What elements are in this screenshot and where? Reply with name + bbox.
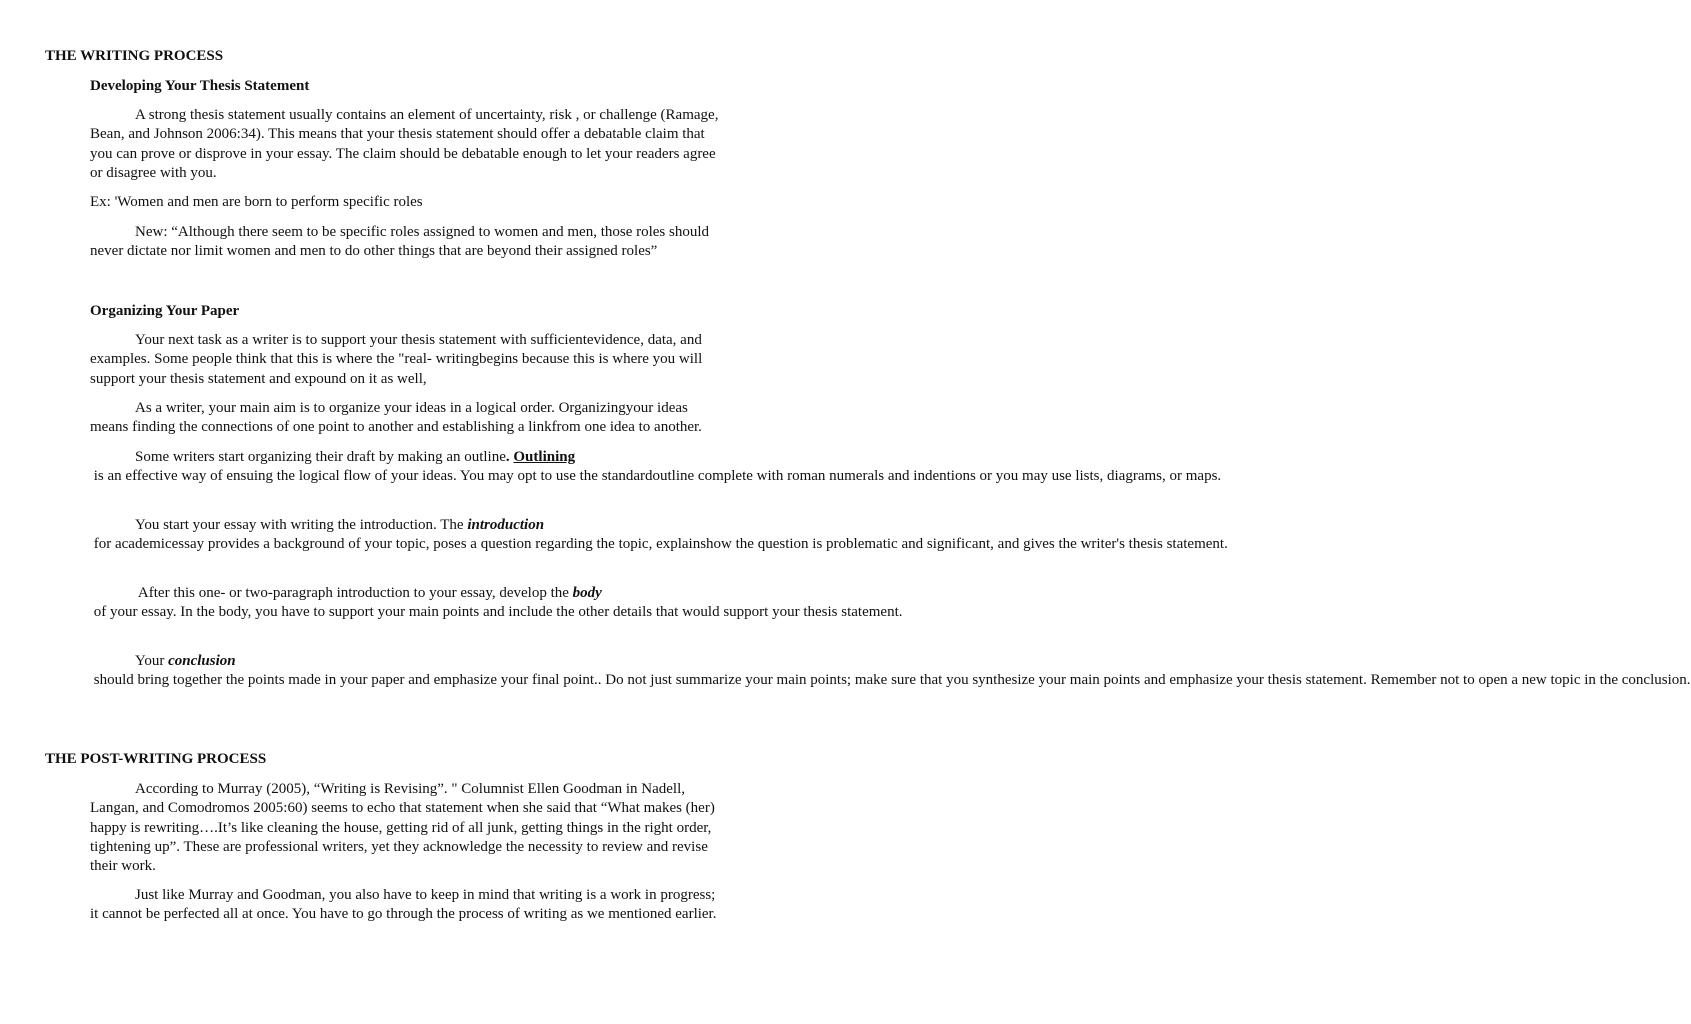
paragraph-conclusion bbox=[90, 652, 1691, 691]
body-text-b: of your essay. In the body, you have to support your main points and include the other details that would support your thesis statement. bbox=[90, 604, 903, 621]
paragraph-organizing-1: Your next task as a writer is to support your thesis statement with sufficientevidence, data, and examples. Some people think that this is where the "real- writingbegins because this is where you will support your thesis statement and expound on it as well, bbox=[90, 332, 703, 387]
subheading-thesis: Developing Your Thesis Statement bbox=[90, 78, 310, 94]
conclusion-text-a: Your bbox=[135, 653, 169, 669]
conclusion-term: conclusion bbox=[168, 653, 236, 669]
paragraph-organizing-2: As a writer, your main aim is to organize your ideas in a logical order. Organizingyour ideas means finding the connections of one point to another and establishing a linkfrom one idea to another. bbox=[90, 400, 702, 436]
paragraph-post-writing-1: According to Murray (2005), “Writing is Revising”. " Columnist Ellen Goodman in Nadell, Langan, and Comodromos 2005:60) seems to echo that statement when she said that “What makes (her) happy is rewriting….It’s like cleaning the house, getting rid of all junk, getting things in the right order, tightening up”. These are professional writers, yet they acknowledge the necessity to review and revise their work. bbox=[90, 781, 715, 875]
paragraph-body bbox=[90, 584, 903, 623]
paragraph-outlining bbox=[90, 448, 1222, 487]
paragraph-post-writing-2: Just like Murray and Goodman, you also have to keep in mind that writing is a work in progress; it cannot be perfected all at once. You have to go through the process of writing as we mentioned earlier. bbox=[90, 887, 717, 923]
outlining-period: . bbox=[505, 449, 514, 465]
section-heading-writing-process: THE WRITING PROCESS bbox=[45, 48, 224, 64]
introduction-term: introduction bbox=[467, 517, 545, 533]
body-term: body bbox=[572, 585, 602, 601]
paragraph-introduction bbox=[90, 516, 1228, 555]
paragraph-example: Ex: 'Women and men are born to perform specific roles bbox=[90, 194, 423, 210]
introduction-text-a: You start your essay with writing the introduction. The bbox=[135, 517, 468, 533]
outlining-text-a: Some writers start organizing their draft by making an outline bbox=[135, 449, 506, 465]
outlining-text-c: is an effective way of ensuing the logical flow of your ideas. You may opt to use the standardoutline complete with roman numerals and indentions or you may use lists, diagrams, or maps. bbox=[90, 468, 1222, 485]
section-heading-post-writing: THE POST-WRITING PROCESS bbox=[45, 751, 267, 767]
paragraph-thesis-intro: A strong thesis statement usually contains an element of uncertainty, risk , or challenge (Ramage, Bean, and Johnson 2006:34). This means that your thesis statement should offer a debatable claim that you can prove or disprove in your essay. The claim should be debatable enough to let your readers agree or disagree with you. bbox=[90, 107, 719, 181]
outlining-term: Outlining bbox=[513, 449, 576, 465]
body-text-a: After this one- or two-paragraph introduction to your essay, develop the bbox=[135, 585, 573, 601]
paragraph-new-thesis: New: “Although there seem to be specific roles assigned to women and men, those roles should never dictate nor limit women and men to do other things that are beyond their assigned roles” bbox=[90, 224, 710, 260]
subheading-organizing: Organizing Your Paper bbox=[90, 303, 240, 319]
conclusion-text-b: should bring together the points made in your paper and emphasize your final point.. Do not just summarize your main points; make sure that you synthesize your main points and emphasize your thesis statement. Remember not to open a new topic in the conclusion. bbox=[90, 672, 1691, 689]
introduction-text-b: for academicessay provides a background of your topic, poses a question regarding the topic, explainshow the question is problematic and significant, and gives the writer's thesis statement. bbox=[90, 536, 1228, 553]
